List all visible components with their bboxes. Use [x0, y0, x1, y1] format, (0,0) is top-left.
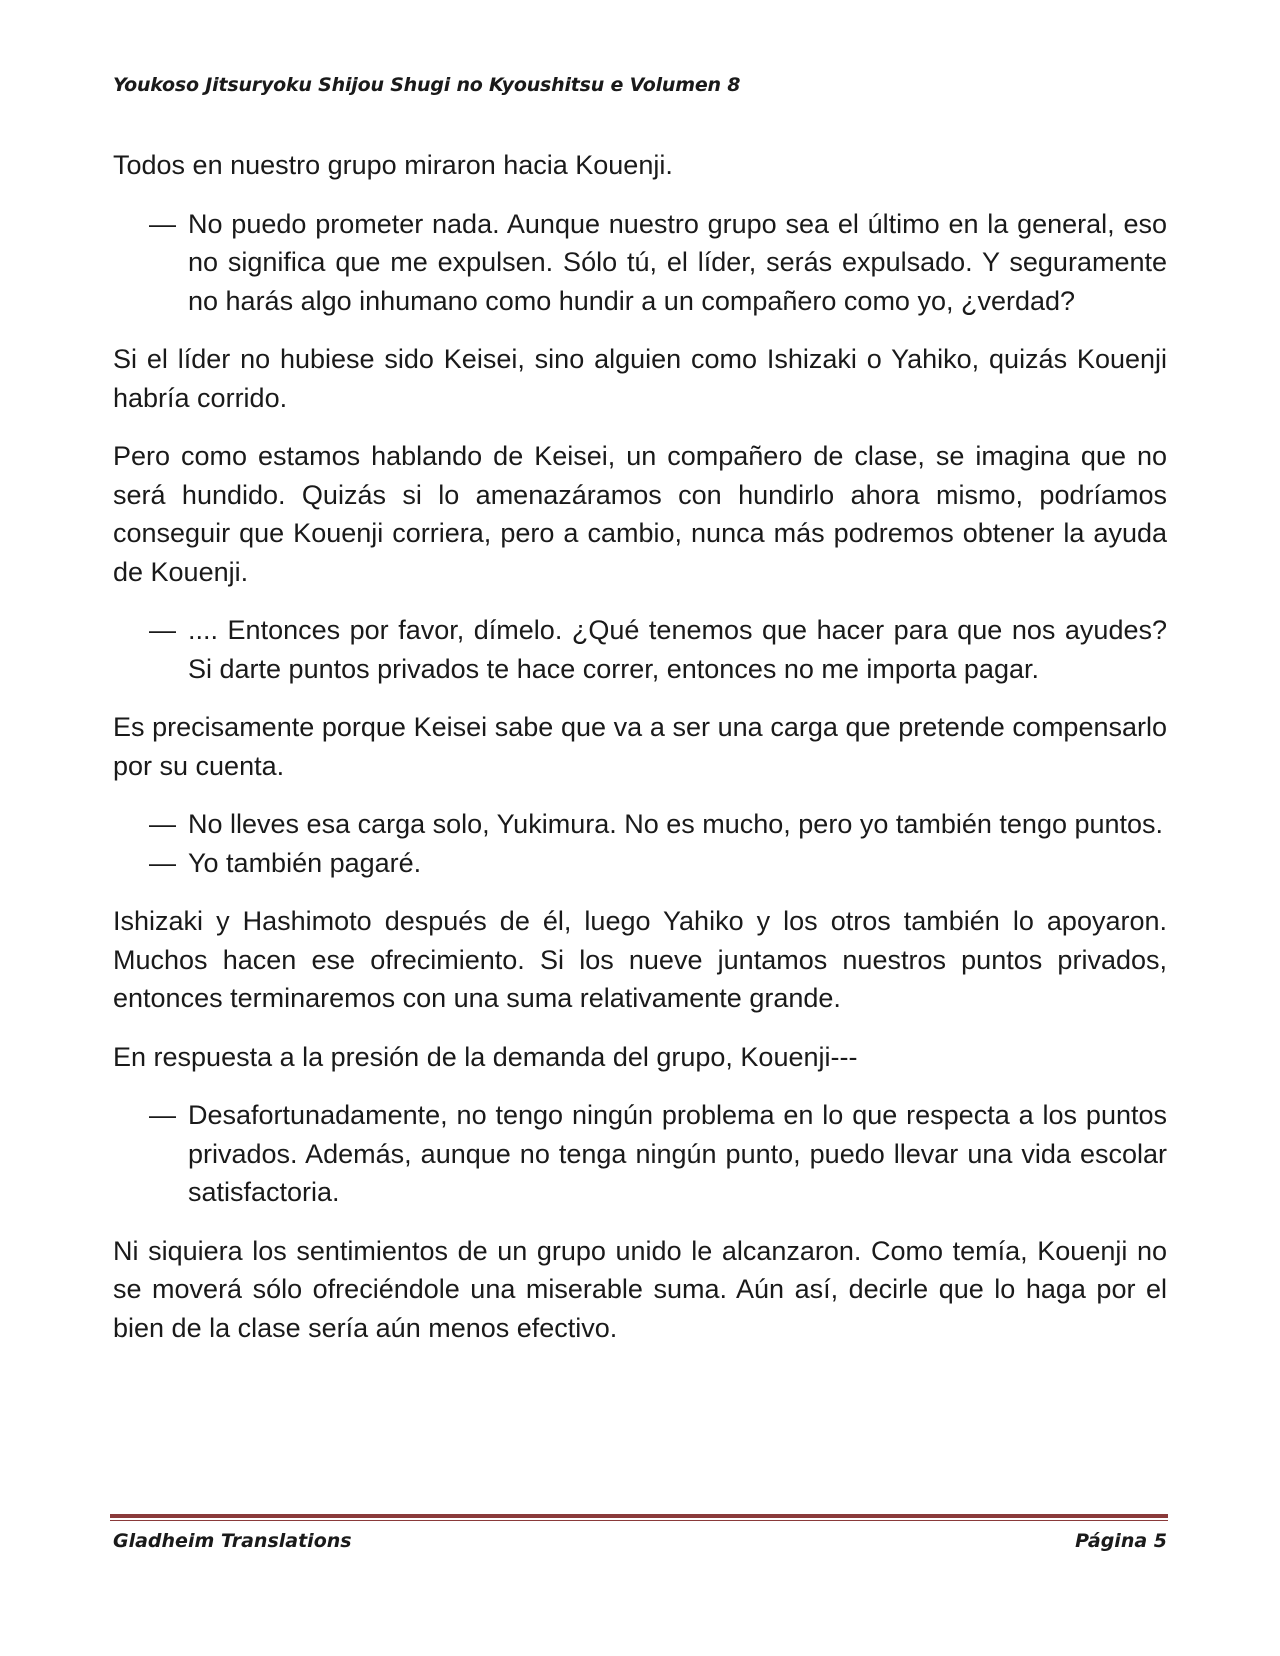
dialogue-line: [113, 1096, 1167, 1212]
em-dash: —: [149, 809, 176, 839]
dialogue-block: [113, 611, 1167, 688]
paragraph: Si el líder no hubiese sido Keisei, sino alguien como Ishizaki o Yahiko, quizás Kouenji habría corrido.: [113, 344, 1167, 413]
page-header-title: Youkoso Jitsuryoku Shijou Shugi no Kyoushitsu e Volumen 8: [113, 74, 741, 96]
paragraph: Es precisamente porque Keisei sabe que va a ser una carga que pretende compensarlo por su cuenta.: [113, 712, 1167, 781]
dialogue-block: [113, 1096, 1167, 1212]
dialogue-line: [113, 205, 1167, 321]
paragraph: Ni siquiera los sentimientos de un grupo unido le alcanzaron. Como temía, Kouenji no se moverá sólo ofreciéndole una miserable suma. Aún así, decirle que lo haga por el bien de la clase sería aún menos efectivo.: [113, 1235, 1167, 1343]
paragraph: Pero como estamos hablando de Keisei, un compañero de clase, se imagina que no será hundido. Quizás si lo amenazáramos con hundirlo ahora mismo, podríamos conseguir que Kouenji corriera, pero a cambio, nunca más podremos obtener la ayuda de Kouenji.: [113, 441, 1167, 587]
dialogue-text: Yo también pagaré.: [188, 847, 422, 878]
em-dash: —: [149, 208, 176, 239]
em-dash: —: [149, 847, 176, 878]
dialogue-block: [113, 205, 1167, 321]
paragraph: Todos en nuestro grupo miraron hacia Kouenji.: [113, 150, 673, 180]
dialogue-line: [113, 805, 1167, 844]
footer-divider-thin: [110, 1520, 1168, 1521]
dialogue-text: No puedo prometer nada. Aunque nuestro grupo sea el último en la general, eso no significa que me expulsen. Sólo tú, el líder, serás expulsado. Y seguramente no harás algo inhumano como hundir a un compañero como yo, ¿verdad?: [188, 208, 1167, 316]
paragraph: En respuesta a la presión de la demanda del grupo, Kouenji---: [113, 1041, 858, 1072]
em-dash: —: [149, 1100, 176, 1130]
paragraph: Ishizaki y Hashimoto después de él, luego Yahiko y los otros también lo apoyaron. Muchos hacen ese ofrecimiento. Si los nueve juntamos nuestros puntos privados, entonces terminaremos con una suma relativamente grande.: [113, 906, 1167, 1013]
dialogue-line: [113, 844, 1167, 883]
dialogue-text: Desafortunadamente, no tengo ningún problema en lo que respecta a los puntos privados. Además, aunque no tenga ningún punto, puedo llevar una vida escolar satisfactoria.: [188, 1100, 1167, 1207]
dialogue-line: [113, 611, 1167, 688]
page-body: [113, 146, 1167, 1367]
footer-divider: [110, 1514, 1168, 1518]
dialogue-block: [113, 805, 1167, 882]
em-dash: —: [149, 615, 176, 645]
dialogue-text: .... Entonces por favor, dímelo. ¿Qué tenemos que hacer para que nos ayudes? Si darte puntos privados te hace correr, entonces no me importa pagar.: [188, 615, 1167, 684]
dialogue-text: No lleves esa carga solo, Yukimura. No es mucho, pero yo también tengo puntos.: [188, 809, 1164, 839]
footer-credit: Gladheim Translations: [113, 1530, 352, 1552]
page-number: Página 5: [1075, 1530, 1167, 1552]
